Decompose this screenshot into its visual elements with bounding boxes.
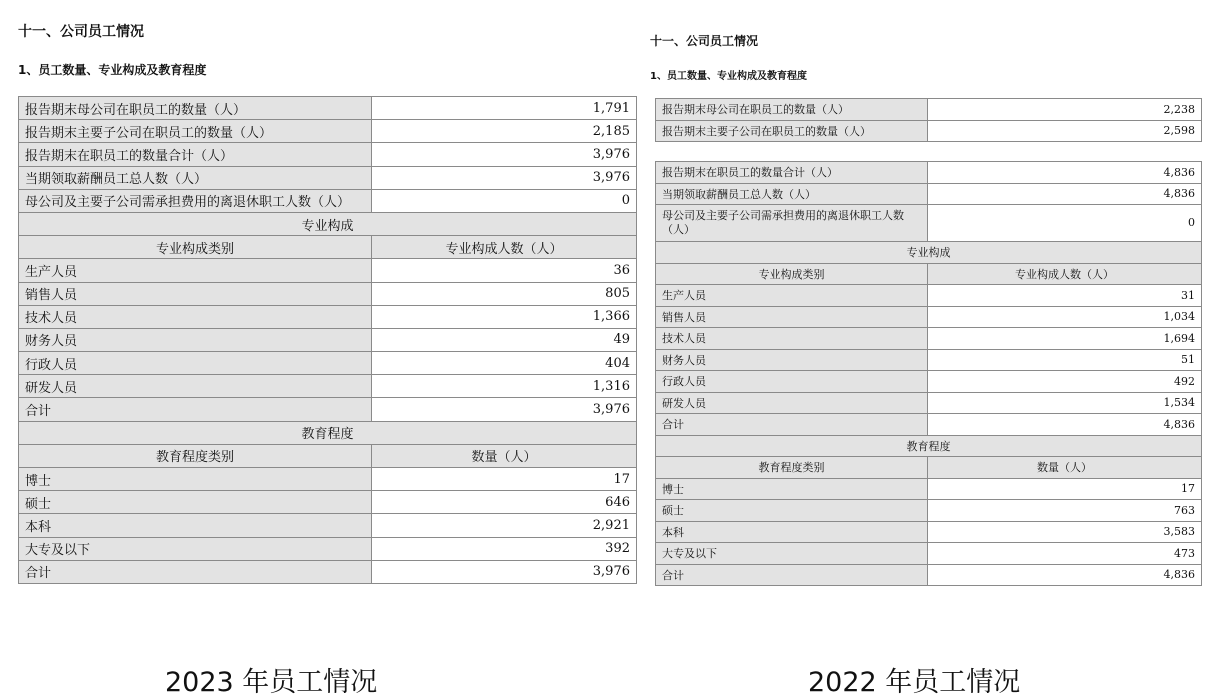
employee-table-2022 (655, 161, 1202, 586)
row-value: 492 (928, 371, 1202, 393)
row-value: 1,316 (372, 375, 637, 398)
row-value: 1,366 (372, 305, 637, 328)
table-row (19, 537, 637, 560)
row-label: 博士 (656, 478, 928, 500)
table-row (656, 349, 1202, 371)
row-label: 报告期末主要子公司在职员工的数量（人） (656, 120, 928, 142)
row-value: 392 (372, 537, 637, 560)
table-row (19, 398, 637, 421)
row-value: 3,976 (372, 398, 637, 421)
table-row (19, 259, 637, 282)
row-label: 报告期末母公司在职员工的数量（人） (656, 99, 928, 121)
row-label: 销售人员 (656, 306, 928, 328)
table-row (19, 212, 637, 235)
row-label: 大专及以下 (656, 543, 928, 565)
table-row (19, 236, 637, 259)
row-value: 4,836 (928, 564, 1202, 586)
row-value: 4,836 (928, 414, 1202, 436)
table-row (656, 205, 1202, 242)
column-header: 数量（人） (372, 444, 637, 467)
section-title: 十一、公司员工情况 (650, 34, 759, 48)
table-row (19, 352, 637, 375)
table-row (656, 414, 1202, 436)
row-label: 母公司及主要子公司需承担费用的离退休职工人数（人） (19, 189, 372, 212)
caption-2023: 2023 年员工情况 (165, 667, 378, 698)
row-value: 4,836 (928, 162, 1202, 184)
column-header: 专业构成人数（人） (372, 236, 637, 259)
row-value: 3,976 (372, 560, 637, 583)
row-value: 763 (928, 500, 1202, 522)
table-row (656, 242, 1202, 264)
row-value: 646 (372, 491, 637, 514)
row-value: 0 (928, 205, 1202, 242)
row-value: 1,694 (928, 328, 1202, 350)
row-label: 生产人员 (656, 285, 928, 307)
row-value: 17 (928, 478, 1202, 500)
row-value: 2,598 (928, 120, 1202, 142)
row-label: 财务人员 (19, 328, 372, 351)
column-header: 数量（人） (928, 457, 1202, 479)
table-row (19, 189, 637, 212)
row-label: 当期领取薪酬员工总人数（人） (656, 183, 928, 205)
table-row (19, 143, 637, 166)
row-value: 404 (372, 352, 637, 375)
row-value: 0 (372, 189, 637, 212)
column-header: 教育程度类别 (656, 457, 928, 479)
row-label: 本科 (656, 521, 928, 543)
table-row (19, 421, 637, 444)
table-row (656, 306, 1202, 328)
table-row (19, 305, 637, 328)
table-row (19, 97, 637, 120)
table-row (656, 435, 1202, 457)
row-label: 报告期末主要子公司在职员工的数量（人） (19, 120, 372, 143)
table-row (656, 564, 1202, 586)
row-value: 17 (372, 468, 637, 491)
row-label: 研发人员 (19, 375, 372, 398)
table-row (19, 282, 637, 305)
table-row (19, 514, 637, 537)
row-label: 大专及以下 (19, 537, 372, 560)
row-value: 3,976 (372, 166, 637, 189)
row-label: 行政人员 (656, 371, 928, 393)
row-value: 473 (928, 543, 1202, 565)
row-value: 51 (928, 349, 1202, 371)
table-row (19, 560, 637, 583)
table-row (656, 120, 1202, 142)
column-header: 专业构成类别 (656, 263, 928, 285)
row-label: 博士 (19, 468, 372, 491)
row-label: 研发人员 (656, 392, 928, 414)
row-value: 49 (372, 328, 637, 351)
table-row (656, 371, 1202, 393)
row-value: 1,034 (928, 306, 1202, 328)
row-label: 硕士 (656, 500, 928, 522)
row-label: 生产人员 (19, 259, 372, 282)
row-label: 母公司及主要子公司需承担费用的离退休职工人数（人） (656, 205, 928, 242)
employee-summary-table-2022-a (655, 98, 1202, 142)
subsection-title: 1、员工数量、专业构成及教育程度 (650, 71, 807, 82)
row-label: 报告期末在职员工的数量合计（人） (19, 143, 372, 166)
subsection-title: 1、员工数量、专业构成及教育程度 (18, 63, 207, 77)
table-row (19, 166, 637, 189)
table-row (656, 285, 1202, 307)
table-row (19, 491, 637, 514)
row-label: 硕士 (19, 491, 372, 514)
row-value: 2,185 (372, 120, 637, 143)
row-label: 技术人员 (19, 305, 372, 328)
section-header-profession: 专业构成 (19, 212, 637, 235)
caption-2022: 2022 年员工情况 (808, 667, 1021, 698)
table-row (19, 444, 637, 467)
row-label: 合计 (19, 560, 372, 583)
table-row (656, 328, 1202, 350)
row-label: 当期领取薪酬员工总人数（人） (19, 166, 372, 189)
row-value: 1,534 (928, 392, 1202, 414)
table-row (656, 392, 1202, 414)
column-header: 专业构成类别 (19, 236, 372, 259)
section-header-education: 教育程度 (19, 421, 637, 444)
table-row (656, 500, 1202, 522)
row-label: 本科 (19, 514, 372, 537)
section-header-profession: 专业构成 (656, 242, 1202, 264)
row-value: 31 (928, 285, 1202, 307)
table-row (656, 99, 1202, 121)
row-label: 财务人员 (656, 349, 928, 371)
row-label: 报告期末在职员工的数量合计（人） (656, 162, 928, 184)
section-title: 十一、公司员工情况 (18, 24, 144, 40)
row-value: 36 (372, 259, 637, 282)
table-row (19, 120, 637, 143)
row-label: 合计 (656, 414, 928, 436)
row-value: 2,238 (928, 99, 1202, 121)
table-row (19, 328, 637, 351)
employee-table-2023 (18, 96, 637, 584)
table-row (656, 457, 1202, 479)
section-header-education: 教育程度 (656, 435, 1202, 457)
table-row (656, 543, 1202, 565)
table-row (656, 263, 1202, 285)
row-label: 行政人员 (19, 352, 372, 375)
row-value: 3,976 (372, 143, 637, 166)
row-value: 3,583 (928, 521, 1202, 543)
row-value: 805 (372, 282, 637, 305)
row-label: 技术人员 (656, 328, 928, 350)
table-row (656, 521, 1202, 543)
row-label: 合计 (656, 564, 928, 586)
column-header: 专业构成人数（人） (928, 263, 1202, 285)
row-value: 1,791 (372, 97, 637, 120)
table-row (656, 478, 1202, 500)
row-value: 4,836 (928, 183, 1202, 205)
row-label: 销售人员 (19, 282, 372, 305)
table-row (19, 375, 637, 398)
table-row (656, 162, 1202, 184)
table-row (19, 468, 637, 491)
column-header: 教育程度类别 (19, 444, 372, 467)
table-row (656, 183, 1202, 205)
row-label: 合计 (19, 398, 372, 421)
row-label: 报告期末母公司在职员工的数量（人） (19, 97, 372, 120)
row-value: 2,921 (372, 514, 637, 537)
